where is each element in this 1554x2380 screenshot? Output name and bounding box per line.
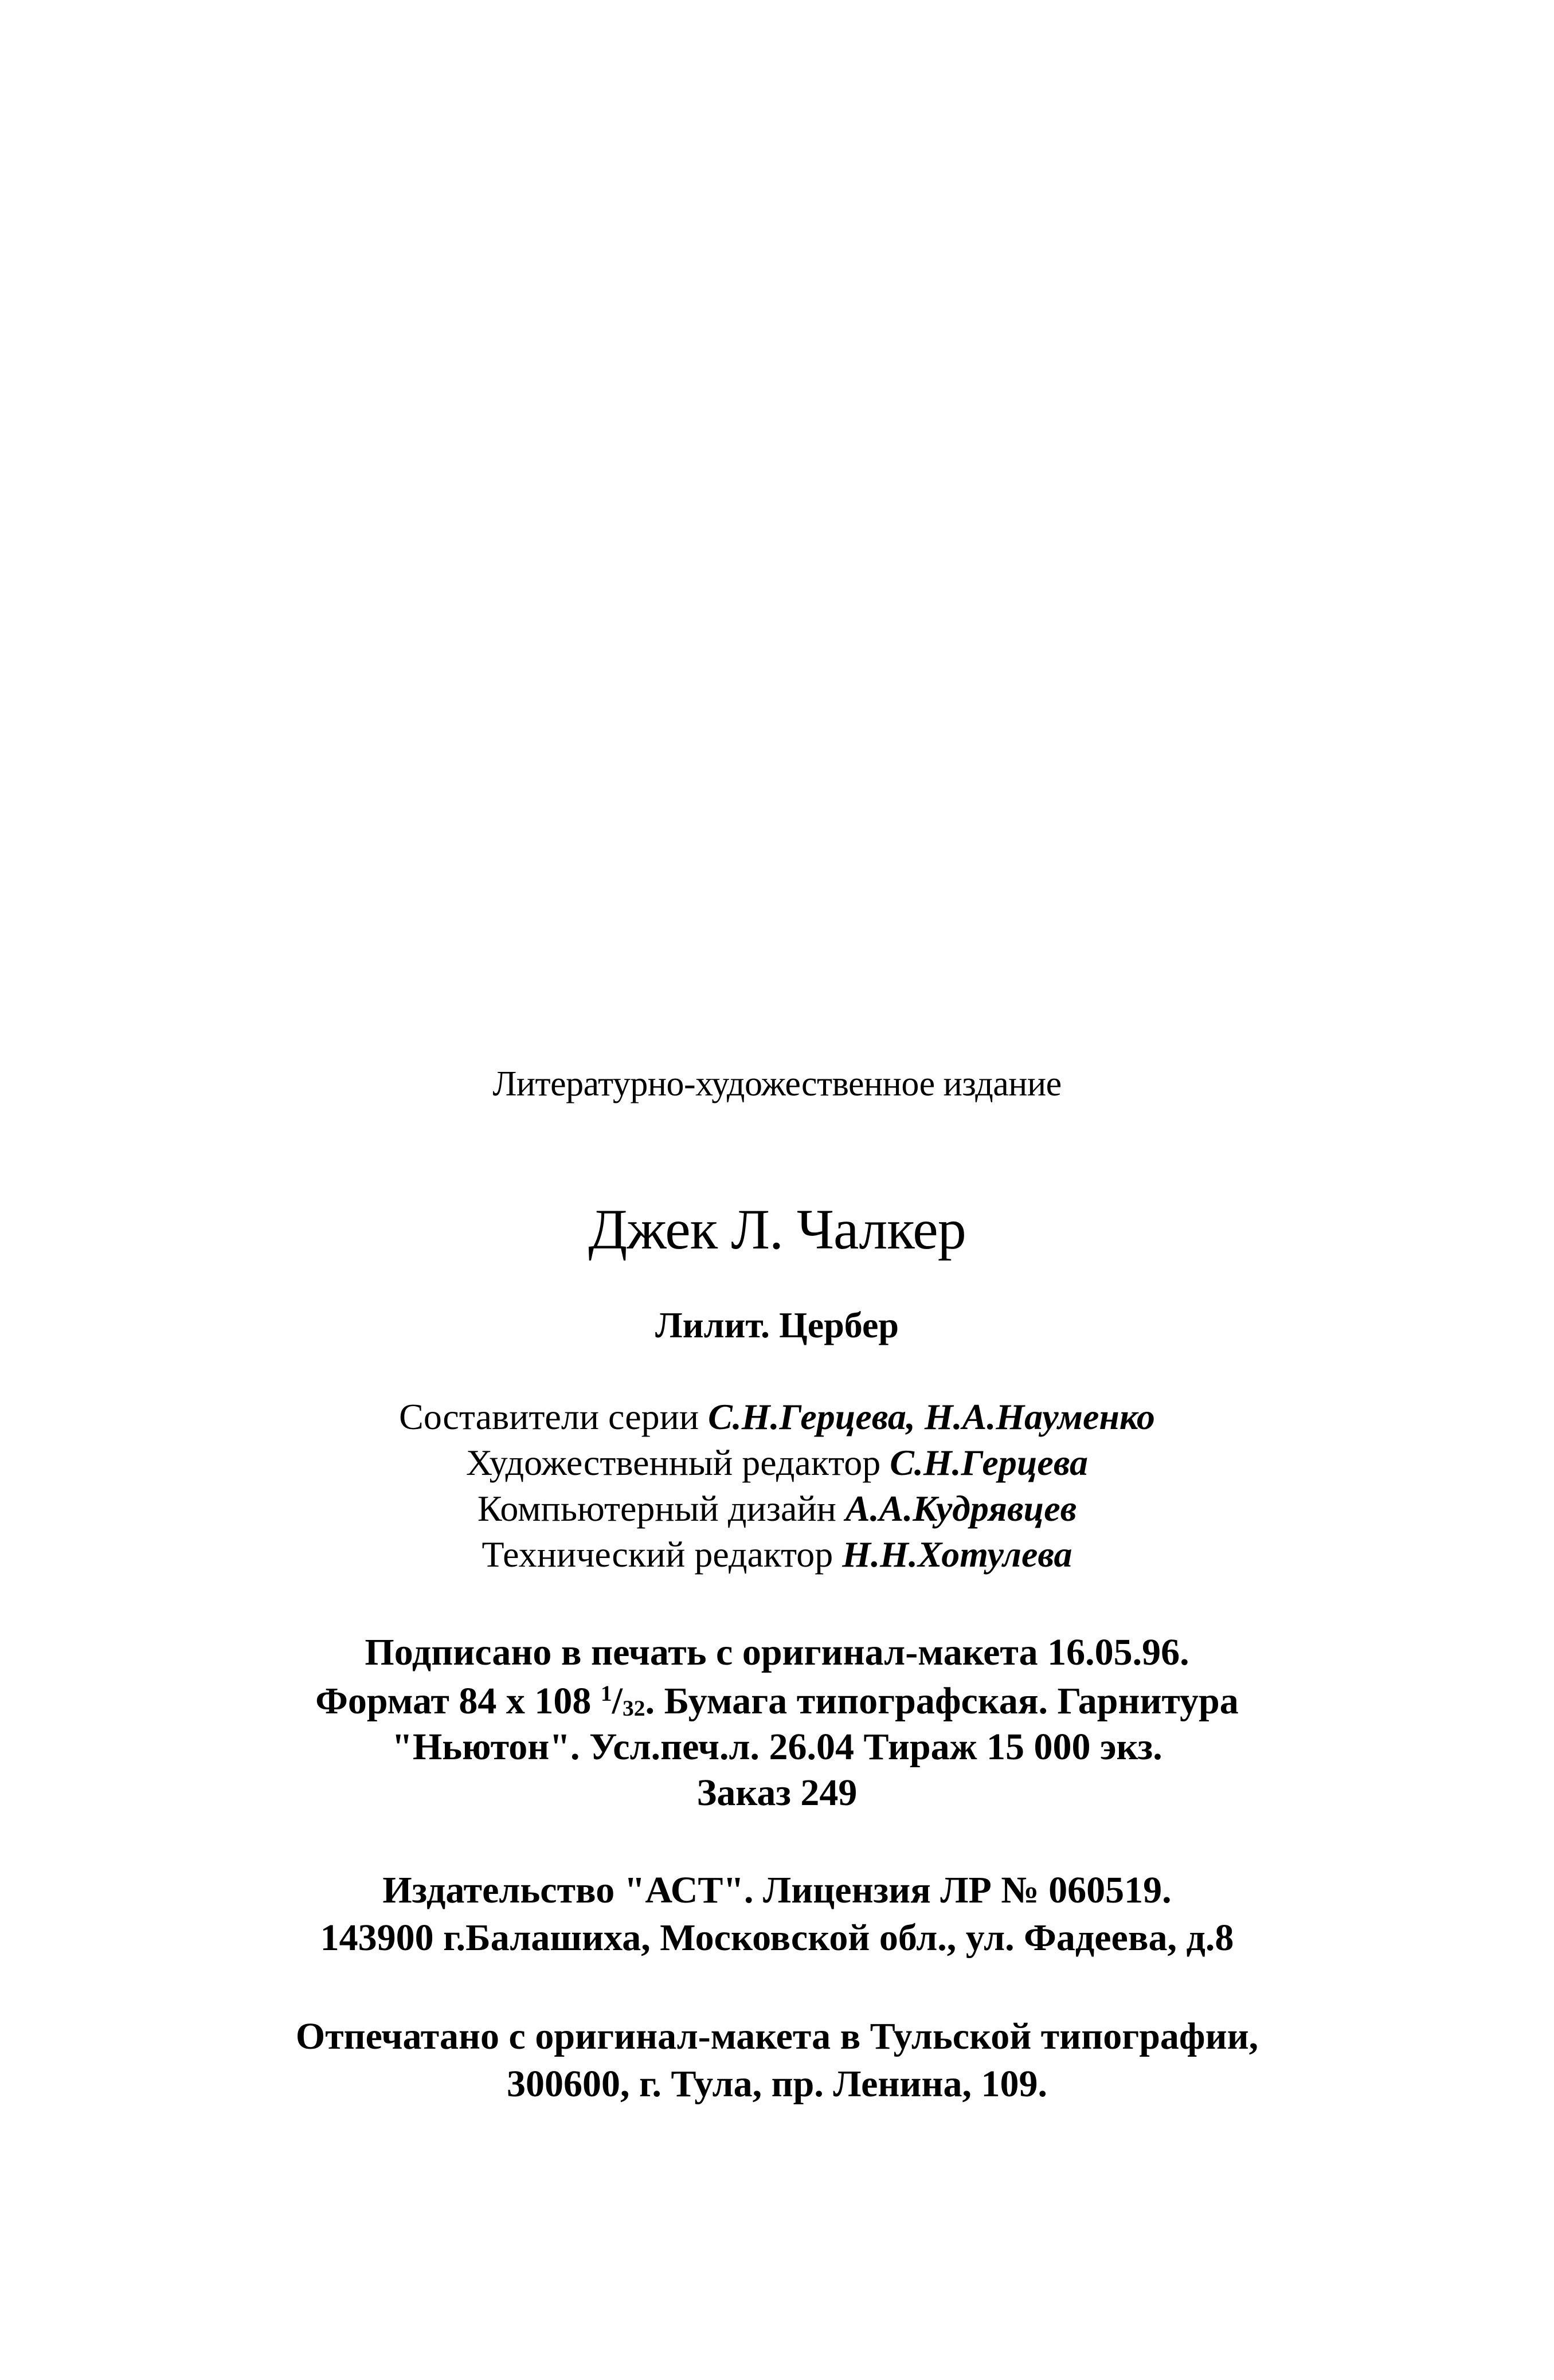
credit-tech-editor [0, 1536, 1554, 1573]
book-title: Лилит. Цербер [655, 1305, 899, 1345]
print-order-number: Заказ 249 [696, 1772, 858, 1814]
fraction-slash: / [612, 1680, 623, 1722]
print-format [0, 1682, 1554, 1720]
format-prefix: Формат 84 х 108 [315, 1680, 592, 1722]
credit-label: Компьютерный дизайн [477, 1488, 836, 1529]
credit-name: Н.Н.Хотулева [842, 1534, 1072, 1575]
credit-computer-design [0, 1490, 1554, 1527]
format-fraction-numerator: 1 [600, 1681, 612, 1706]
credit-name: А.А.Кудрявцев [845, 1488, 1077, 1529]
format-suffix: . Бумага типографская. Гарнитура [645, 1680, 1239, 1722]
print-typeface-run: "Ньютон". Усл.печ.л. 26.04 Тираж 15 000 экз. [392, 1726, 1162, 1768]
credit-series-compilers [0, 1396, 1554, 1437]
author-name: Джек Л. Чалкер [588, 1197, 966, 1261]
publisher-license: Издательство "АСТ". Лицензия ЛР № 060519. [382, 1869, 1172, 1911]
printer-name: Отпечатано с оригинал-макета в Тульской типографии, [295, 2015, 1259, 2057]
credit-name: С.Н.Герцева [890, 1442, 1088, 1483]
format-fraction-denominator: 32 [623, 1695, 645, 1721]
credit-label: Художественный редактор [466, 1442, 881, 1483]
print-signed-date: Подписано в печать с оригинал-макета 16.05.96. [365, 1631, 1189, 1673]
credit-label: Составители серии [399, 1396, 699, 1437]
credit-art-editor [0, 1442, 1554, 1483]
publisher-address: 143900 г.Балашиха, Московской обл., ул. Фадеева, д.8 [320, 1917, 1234, 1959]
edition-type: Литературно-художественное издание [492, 1064, 1062, 1103]
printer-address: 300600, г. Тула, пр. Ленина, 109. [507, 2063, 1047, 2105]
credit-name: С.Н.Герцева, Н.А.Науменко [708, 1396, 1155, 1437]
credit-label: Технический редактор [482, 1534, 833, 1575]
